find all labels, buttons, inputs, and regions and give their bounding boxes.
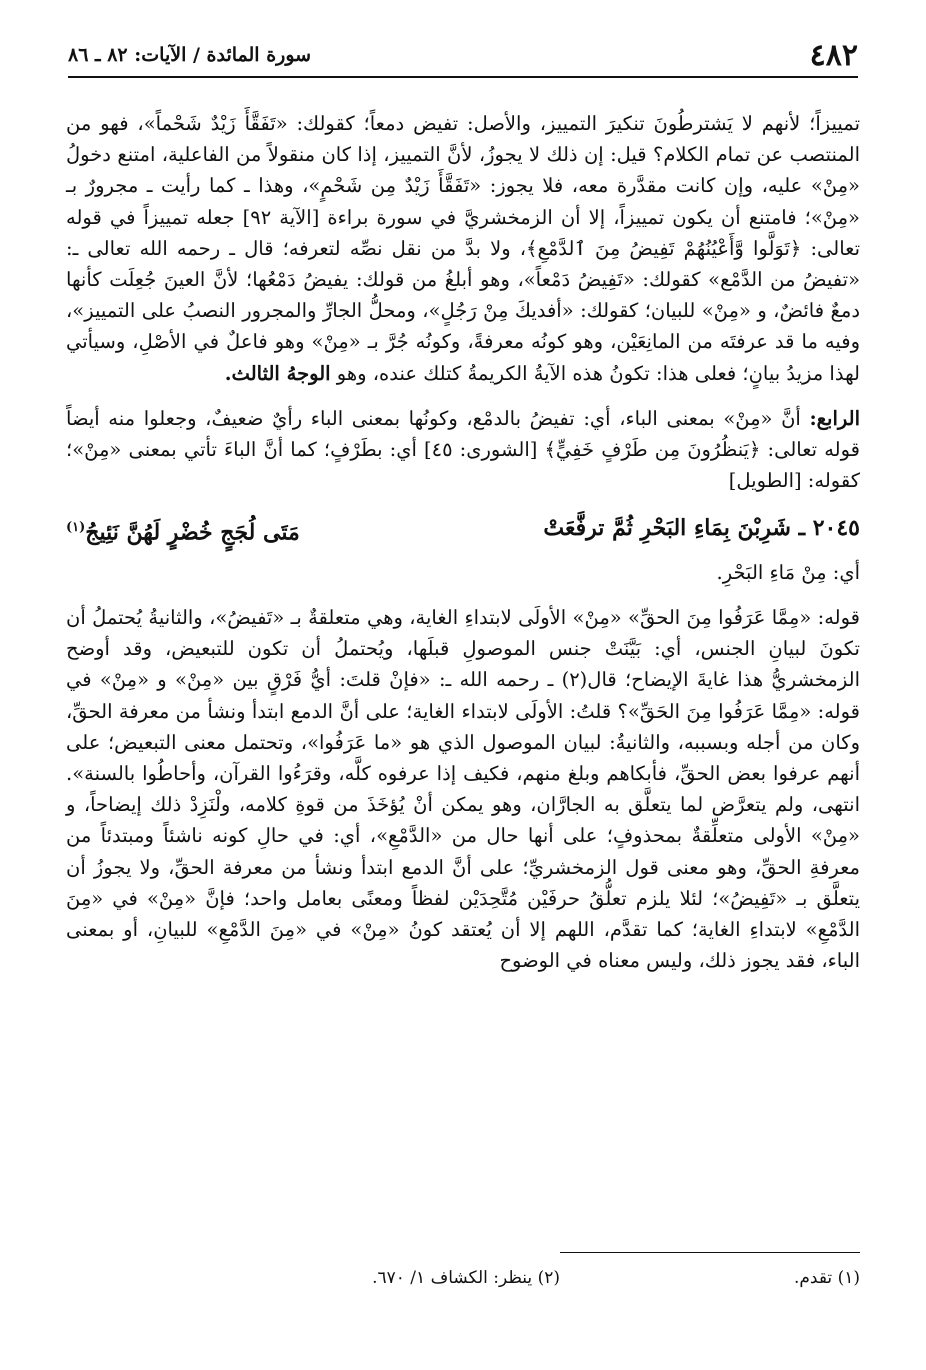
- verse-second-text: مَتَى لُجَجٍ خُضْرٍ لَهُنَّ نَئِيجُ: [85, 519, 300, 546]
- footnote-row: [66, 1268, 860, 1298]
- page-number: ٤٨٢: [809, 38, 858, 73]
- section-lead: الرابع:: [809, 406, 860, 430]
- poetry-verse: [66, 508, 860, 552]
- footnote-marker: (١): [66, 520, 86, 536]
- verse-first-text: شَرِبْنَ بِمَاءِ البَحْرِ ثُمَّ ترفَّعَتْ: [543, 515, 791, 542]
- footnote-divider: [560, 1252, 860, 1253]
- paragraph-third-aspect: [66, 108, 860, 389]
- paragraph-text: تمييزاً؛ لأنهم لا يَشترطُونَ تنكيرَ التمييز، والأصل: تفيض دمعاً؛ كقولك: «تَفَقَّأَ زَيْدٌ شَحْماً»، فهو من المنتصب عن تمام الكلام؟ قيل: إن ذلك لا يجوزُ، لأنَّ التمييز، إذا كان منقولاً من الفاعلية، امتنع دخولُ «مِنْ» عليه، وإن كانت مقدَّرة معه، فلا يجوز: «تَفَقَّأَ زَيْدٌ مِن شَحْمٍ»، وهذا ـ كما رأيت ـ مجرورٌ بـ «مِنْ»؛ فامتنع أن يكون تمييزاً، إلا أن الزمخشريَّ في سورة براءة [الآية ٩٢] جعله تمييزاً في قوله تعالى: ﴿تَوَلَّوا وَّأَعْيُنُهُمْ تَفِيضُ مِنَ ٱلدَّمْعِ﴾، ولا بدَّ من نقل نصِّه لتعرفه؛ قال ـ رحمه الله تعالى ـ: «تفيضُ من الدَّمْع» كقولك: «تَفِيضُ دَمْعاً»، وهو أبلغُ من قولك: يفيضُ دَمْعُها؛ لأنَّ العينَ جُعِلَت كأنها دمعٌ فائضٌ، و «مِنْ» للبيان؛ كقولك: «أفديكَ مِنْ رَجُلٍ»، ومحلُّ الجارِّ والمجرور النصبُ على التمييز»، وفيه ما قد عرفتَه من المانِعَيْن، وهو كونُه معرفةً، وكونُه جُرَّ بـ «مِنْ» وهو فاعلٌ في الأصْلِ، وسيأتي لهذا مزيدُ بيانٍ؛ فعلى هذا: تكونُ هذه الآيةُ الكريمةُ كتلك عنده، وهو: [66, 112, 860, 385]
- verse-first-hemistich: [543, 508, 860, 552]
- paragraph-fourth-aspect: [66, 403, 860, 497]
- main-text: [66, 108, 860, 976]
- paragraph-commentary: قوله: «مِمَّا عَرَفُوا مِنَ الحقِّ» «مِنْ» الأولَى لابتداءِ الغاية، وهي متعلقةٌ بـ «تَفيضُ»، والثانيةُ يُحتملُ أن تكونَ لبيانِ الجنس، أي: بَيَّنَتْ جنس الموصولِ قبلَها، ويُحتملُ أن تكون للتبعيض، وقد أوضح الزمخشريُّ هذا غايةَ الإيضاح؛ قال(٢) ـ رحمه الله ـ: «فإنْ قلتَ: أيُّ فَرْقٍ بين «مِنْ» و «مِنْ» في قوله: «مِمَّا عَرَفُوا مِنَ الحَقِّ»؟ قلتُ: الأولَى لابتداء الغاية؛ على أنَّ الدمع ابتدأ ونشأ من معرفة الحقِّ، وكان من أجله وبسببه، والثانيةُ: لبيان الموصول الذي هو «ما عَرَفُوا»، وتحتمل معنى التبعيض؛ على أنهم عرفوا بعض الحقِّ، فأبكاهم وبلغ منهم، فكيف إذا عرفوه كلَّه، وقرَءُوا القرآن، وأحاطُوا بالسنة». انتهى، ولم يتعرَّض لما يتعلَّق به الجارَّان، وهو يمكن أنْ يُؤخَذَ من قوةِ كلامه، ولْنَزِدْ ذلك إيضاحاً، و «مِنْ» الأولى متعلِّقةٌ بمحذوفٍ؛ على أنها حال من «الدَّمْعِ»، أي: في حالِ كونه ناشئاً ومبتدئاً من معرفةِ الحقِّ، وهو معنى قول الزمخشريِّ؛ على أنَّ الدمع ابتدأ ونشأ من معرفة الحقِّ، ولا يجوزُ أن يتعلَّق بـ «تَفِيضُ»؛ لئلا يلزم تعلُّقُ حرفَيْن مُتَّحِدَيْن لفظاً ومعنًى بعامل واحد؛ فإنَّ «مِنْ» في «مِنَ الدَّمْعِ» لابتداءِ الغاية؛ كما تقدَّم، اللهم إلا أن يُعتقد كونُ «مِنْ» في «مِنَ الدَّمْعِ» للبيانِ، أو بمعنى الباء، فقد يجوز ذلك، وليس معناه في الوضوح: [66, 605, 860, 973]
- bold-phrase: الوجهُ الثالث.: [224, 361, 331, 385]
- footnote-1: (١) تقدم.: [793, 1268, 860, 1288]
- footnote-2: (٢) ينظر: الكشاف ١/ ٦٧٠.: [372, 1268, 560, 1288]
- verse-number: ٢٠٤٥ ـ: [798, 515, 860, 542]
- page-header: [68, 36, 858, 78]
- running-title: سورة المائدة / الآيات: ٨٢ ـ ٨٦: [68, 44, 312, 66]
- verse-gloss: أي: مِنْ مَاءِ البَحْرِ.: [716, 560, 860, 584]
- verse-second-hemistich: [66, 508, 300, 552]
- paragraph-text: أنَّ «مِنْ» بمعنى الباء، أي: تفيضُ بالدمْع، وكونُها بمعنى الباء رأيٌ ضعيفٌ، وجعلوا منه أيضاً قوله تعالى: ﴿يَنظُرُونَ مِن طَرْفٍ خَفِيٍّ﴾ [الشورى: ٤٥] أي: بطَرْفٍ؛ كما أنَّ الباءَ تأتي بمعنى «مِنْ»؛ كقوله: [الطويل]: [66, 406, 860, 493]
